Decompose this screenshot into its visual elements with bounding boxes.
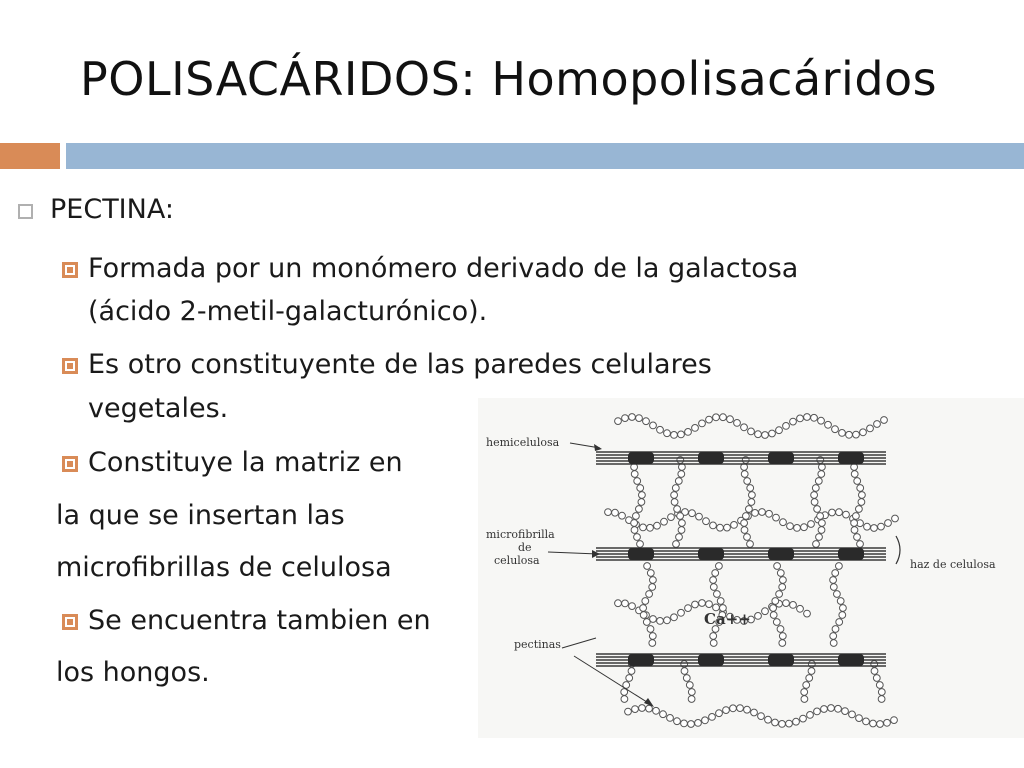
- sugar-bead: [808, 521, 815, 528]
- sugar-bead: [766, 510, 773, 517]
- square-bullet-icon: [62, 614, 78, 630]
- sugar-bead: [790, 418, 797, 425]
- sugar-bead: [654, 522, 661, 529]
- sugar-bead: [836, 509, 843, 516]
- sugar-bead: [717, 598, 724, 605]
- sugar-bead: [632, 706, 639, 713]
- sugar-bead: [710, 577, 717, 584]
- sugar-bead: [699, 600, 706, 607]
- sugar-bead: [689, 510, 696, 517]
- sugar-bead: [741, 471, 748, 478]
- sugar-bead: [650, 577, 657, 584]
- sugar-bead: [706, 416, 713, 423]
- sugar-bead: [772, 719, 779, 726]
- sugar-bead: [637, 541, 644, 548]
- sugar-bead: [671, 432, 678, 439]
- slide-title: POLISACÁRIDOS: Homopolisacáridos: [80, 52, 938, 106]
- sugar-bead: [814, 506, 821, 513]
- sugar-bead: [744, 478, 751, 485]
- sugar-bead: [892, 515, 899, 522]
- sugar-bead: [762, 608, 769, 615]
- sugar-bead: [752, 510, 759, 517]
- sugar-bead: [675, 478, 682, 485]
- sugar-bead: [714, 591, 721, 598]
- sugar-bead: [674, 718, 681, 725]
- sugar-bead: [731, 522, 738, 529]
- sugar-bead: [673, 541, 680, 548]
- sugar-bead: [857, 541, 864, 548]
- sugar-bead: [646, 591, 653, 598]
- sugar-bead: [770, 612, 777, 619]
- square-bullet-icon: [62, 358, 78, 374]
- sugar-bead: [710, 522, 717, 529]
- hemicellulose-bond: [768, 654, 794, 666]
- sugar-bead: [818, 527, 825, 534]
- sugar-bead: [870, 720, 877, 727]
- sugar-bead: [671, 614, 678, 621]
- sugar-bead: [836, 619, 843, 626]
- sugar-bead: [853, 513, 860, 520]
- sugar-bead: [843, 511, 850, 518]
- sugar-bead: [807, 712, 814, 719]
- sugar-bead: [748, 499, 755, 506]
- sugar-bead: [643, 619, 650, 626]
- hemicellulose-bond: [768, 548, 794, 560]
- sugar-bead: [777, 570, 784, 577]
- square-bullet-icon: [18, 204, 33, 219]
- sugar-bead: [710, 633, 717, 640]
- sugar-bead: [671, 499, 678, 506]
- sugar-bead: [727, 416, 734, 423]
- sugar-bead: [871, 668, 878, 675]
- sugar-bead: [688, 696, 695, 703]
- hemicellulose-bond: [628, 548, 654, 560]
- hemicellulose-bond: [768, 452, 794, 464]
- sugar-bead: [779, 633, 786, 640]
- sugar-bead: [619, 512, 626, 519]
- sugar-bead: [639, 492, 646, 499]
- sugar-bead: [744, 706, 751, 713]
- sugar-bead: [686, 682, 693, 689]
- sugar-bead: [762, 432, 769, 439]
- sugar-bead: [709, 714, 716, 721]
- sugar-bead: [840, 605, 847, 612]
- sugar-bead: [636, 506, 643, 513]
- sugar-bead: [688, 721, 695, 728]
- sugar-bead: [640, 524, 647, 531]
- sugar-bead: [786, 720, 793, 727]
- sugar-bead: [801, 524, 808, 531]
- sugar-bead: [811, 492, 818, 499]
- sugar-bead: [692, 425, 699, 432]
- sugar-bead: [667, 715, 674, 722]
- sugar-bead: [793, 718, 800, 725]
- sugar-bead: [818, 417, 825, 424]
- label-de: de: [518, 541, 532, 554]
- sugar-bead: [751, 709, 758, 716]
- sugar-bead: [857, 485, 864, 492]
- sugar-bead: [851, 527, 858, 534]
- sugar-bead: [628, 668, 635, 675]
- sugar-bead: [710, 584, 717, 591]
- sugar-bead: [854, 534, 861, 541]
- sugar-bead: [881, 417, 888, 424]
- sugar-bead: [723, 707, 730, 714]
- sugar-bead: [776, 591, 783, 598]
- label-hemicelulosa: hemicelulosa: [486, 436, 560, 449]
- sugar-bead: [746, 506, 753, 513]
- sugar-bead: [884, 719, 891, 726]
- sugar-bead: [629, 414, 636, 421]
- sugar-bead: [717, 524, 724, 531]
- sugar-bead: [806, 675, 813, 682]
- sugar-bead: [790, 602, 797, 609]
- sugar-bead: [741, 527, 748, 534]
- sugar-bead: [664, 617, 671, 624]
- sugar-bead: [688, 689, 695, 696]
- sugar-bead: [674, 506, 681, 513]
- square-bullet-icon: [62, 262, 78, 278]
- label-microfibrilla: microfibrilla: [486, 528, 555, 541]
- sugar-bead: [741, 424, 748, 431]
- sugar-bead: [748, 428, 755, 435]
- sugar-bead: [873, 675, 880, 682]
- sugar-bead: [640, 605, 647, 612]
- label-celulosa: celulosa: [494, 554, 540, 567]
- sugar-bead: [664, 430, 671, 437]
- sugar-bead: [634, 534, 641, 541]
- sugar-bead: [832, 626, 839, 633]
- sugar-bead: [770, 605, 777, 612]
- sugar-bead: [815, 478, 822, 485]
- sugar-bead: [830, 577, 837, 584]
- sugar-bead: [801, 696, 808, 703]
- sugar-bead: [851, 471, 858, 478]
- sugar-bead: [891, 717, 898, 724]
- sugar-bead: [832, 570, 839, 577]
- hemicellulose-bond: [838, 654, 864, 666]
- sugar-bead: [864, 523, 871, 530]
- hemicellulose-bond: [838, 452, 864, 464]
- sugar-bead: [677, 513, 684, 520]
- sugar-bead: [730, 705, 737, 712]
- cell-wall-diagram: [478, 398, 1024, 738]
- sugar-bead: [787, 523, 794, 530]
- sugar-bead: [629, 603, 636, 610]
- sugar-bead: [734, 420, 741, 427]
- sugar-bead: [851, 520, 858, 527]
- sugar-bead: [800, 715, 807, 722]
- sugar-bead: [839, 430, 846, 437]
- sugar-bead: [671, 492, 678, 499]
- sugar-bead: [626, 675, 633, 682]
- sugar-bead: [661, 518, 668, 525]
- sugar-bead: [631, 520, 638, 527]
- sugar-bead: [839, 612, 846, 619]
- square-bullet-icon: [62, 456, 78, 472]
- sugar-bead: [716, 710, 723, 717]
- sugar-bead: [773, 514, 780, 521]
- sugar-bead: [747, 485, 754, 492]
- sugar-bead: [622, 415, 629, 422]
- sugar-bead: [830, 640, 837, 647]
- sugar-bead: [615, 600, 622, 607]
- sugar-bead: [640, 612, 647, 619]
- sugar-bead: [649, 584, 656, 591]
- sugar-bead: [638, 499, 645, 506]
- sugar-bead: [814, 708, 821, 715]
- sugar-bead: [636, 415, 643, 422]
- sugar-bead: [769, 430, 776, 437]
- hemicellulose-bond: [698, 654, 724, 666]
- bullet-1-line-1: Formada por un monómero derivado de la galactosa: [88, 253, 799, 284]
- sugar-bead: [650, 422, 657, 429]
- sugar-bead: [804, 414, 811, 421]
- hemicellulose-bond: [628, 654, 654, 666]
- sugar-bead: [856, 506, 863, 513]
- sugar-bead: [863, 718, 870, 725]
- sugar-bead: [825, 421, 832, 428]
- bullet-3-line-1: Constituye la matriz en: [88, 447, 403, 478]
- label-pectinas: pectinas: [514, 638, 561, 651]
- bullet-4-line-2: los hongos.: [56, 657, 210, 688]
- bullet-1-line-2: (ácido 2-metil-galacturónico).: [88, 296, 488, 327]
- sugar-bead: [878, 523, 885, 530]
- sugar-bead: [681, 720, 688, 727]
- sugar-bead: [834, 591, 841, 598]
- sugar-bead: [710, 640, 717, 647]
- sugar-bead: [867, 425, 874, 432]
- sugar-bead: [676, 534, 683, 541]
- sugar-bead: [712, 570, 719, 577]
- bullet-4-line-1: Se encuentra tambien en: [88, 605, 431, 636]
- sugar-bead: [668, 514, 675, 521]
- bullet-3-line-2: la que se insertan las: [56, 500, 345, 531]
- sugar-bead: [720, 414, 727, 421]
- sugar-bead: [811, 414, 818, 421]
- sugar-bead: [849, 711, 856, 718]
- sugar-bead: [612, 509, 619, 516]
- sugar-bead: [637, 485, 644, 492]
- sugar-bead: [837, 598, 844, 605]
- bullet-2-line-2: vegetales.: [88, 393, 229, 424]
- section-label: PECTINA:: [50, 194, 174, 225]
- sugar-bead: [657, 426, 664, 433]
- sugar-bead: [678, 527, 685, 534]
- sugar-bead: [808, 668, 815, 675]
- sugar-bead: [647, 626, 654, 633]
- sugar-bead: [858, 499, 865, 506]
- sugar-bead: [695, 720, 702, 727]
- sugar-bead: [813, 541, 820, 548]
- sugar-bead: [657, 618, 664, 625]
- sugar-bead: [631, 471, 638, 478]
- sugar-bead: [854, 478, 861, 485]
- sugar-bead: [744, 534, 751, 541]
- sugar-bead: [876, 682, 883, 689]
- sugar-bead: [794, 525, 801, 532]
- sugar-bead: [649, 633, 656, 640]
- sugar-bead: [625, 708, 632, 715]
- sugar-bead: [642, 598, 649, 605]
- sugar-bead: [817, 513, 824, 520]
- sugar-bead: [856, 715, 863, 722]
- sugar-bead: [772, 598, 779, 605]
- sugar-bead: [634, 478, 641, 485]
- sugar-bead: [829, 509, 836, 516]
- sugar-bead: [779, 584, 786, 591]
- sugar-bead: [759, 509, 766, 516]
- sugar-bead: [765, 716, 772, 723]
- bullet-3-line-3: microfibrillas de celulosa: [56, 552, 392, 583]
- sugar-bead: [672, 485, 679, 492]
- sugar-bead: [783, 423, 790, 430]
- sugar-bead: [774, 563, 781, 570]
- sugar-bead: [755, 431, 762, 438]
- sugar-bead: [631, 527, 638, 534]
- sugar-bead: [797, 415, 804, 422]
- sugar-bead: [679, 520, 686, 527]
- sugar-bead: [804, 610, 811, 617]
- sugar-bead: [885, 520, 892, 527]
- sugar-bead: [819, 520, 826, 527]
- sugar-bead: [830, 633, 837, 640]
- sugar-bead: [678, 471, 685, 478]
- sugar-bead: [749, 492, 756, 499]
- sugar-bead: [758, 713, 765, 720]
- hemicellulose-bond: [628, 452, 654, 464]
- sugar-bead: [878, 689, 885, 696]
- sugar-bead: [877, 721, 884, 728]
- sugar-bead: [747, 541, 754, 548]
- sugar-bead: [713, 414, 720, 421]
- sugar-bead: [741, 520, 748, 527]
- sugar-bead: [874, 421, 881, 428]
- sugar-bead: [683, 675, 690, 682]
- sugar-bead: [835, 705, 842, 712]
- sugar-bead: [836, 563, 843, 570]
- sugar-bead: [777, 626, 784, 633]
- sugar-bead: [821, 706, 828, 713]
- sugar-bead: [685, 605, 692, 612]
- bullet-2-line-1: Es otro constituyente de las paredes celulares: [88, 349, 712, 380]
- sugar-bead: [703, 518, 710, 525]
- sugar-bead: [812, 485, 819, 492]
- sugar-bead: [699, 420, 706, 427]
- hemicellulose-bond: [838, 548, 864, 560]
- sugar-bead: [776, 427, 783, 434]
- sugar-bead: [716, 563, 723, 570]
- sugar-bead: [639, 705, 646, 712]
- sugar-bead: [779, 640, 786, 647]
- sugar-bead: [622, 600, 629, 607]
- sugar-bead: [649, 640, 656, 647]
- sugar-bead: [724, 524, 731, 531]
- sugar-bead: [653, 707, 660, 714]
- sugar-bead: [783, 600, 790, 607]
- sugar-bead: [647, 570, 654, 577]
- sugar-bead: [678, 431, 685, 438]
- sugar-bead: [871, 525, 878, 532]
- sugar-bead: [779, 721, 786, 728]
- sugar-bead: [621, 696, 628, 703]
- sugar-bead: [859, 492, 866, 499]
- sugar-bead: [780, 519, 787, 526]
- sugar-bead: [681, 668, 688, 675]
- sugar-bead: [803, 682, 810, 689]
- sugar-bead: [878, 696, 885, 703]
- sugar-bead: [818, 471, 825, 478]
- sugar-bead: [816, 534, 823, 541]
- sugar-bead: [755, 613, 762, 620]
- label-calcium-ion: Ca++: [704, 610, 751, 628]
- sugar-bead: [615, 418, 622, 425]
- sugar-bead: [846, 431, 853, 438]
- sugar-bead: [842, 708, 849, 715]
- sugar-bead: [685, 429, 692, 436]
- sugar-bead: [660, 711, 667, 718]
- sugar-bead: [643, 418, 650, 425]
- sugar-bead: [780, 577, 787, 584]
- sugar-bead: [860, 429, 867, 436]
- sugar-bead: [644, 563, 651, 570]
- label-haz-celulosa: haz de celulosa: [910, 558, 996, 571]
- sugar-bead: [832, 426, 839, 433]
- sugar-bead: [853, 431, 860, 438]
- sugar-bead: [702, 717, 709, 724]
- sugar-bead: [737, 705, 744, 712]
- sugar-bead: [743, 513, 750, 520]
- sugar-bead: [646, 705, 653, 712]
- hemicellulose-bond: [698, 452, 724, 464]
- sugar-bead: [647, 524, 654, 531]
- sugar-bead: [797, 605, 804, 612]
- hemicellulose-bond: [698, 548, 724, 560]
- sugar-bead: [696, 513, 703, 520]
- sugar-bead: [605, 509, 612, 516]
- sugar-bead: [678, 609, 685, 616]
- sugar-bead: [828, 705, 835, 712]
- sugar-bead: [706, 601, 713, 608]
- sugar-bead: [811, 499, 818, 506]
- sugar-bead: [633, 513, 640, 520]
- sugar-bead: [830, 584, 837, 591]
- sugar-bead: [801, 689, 808, 696]
- sugar-bead: [692, 601, 699, 608]
- sugar-bead: [773, 619, 780, 626]
